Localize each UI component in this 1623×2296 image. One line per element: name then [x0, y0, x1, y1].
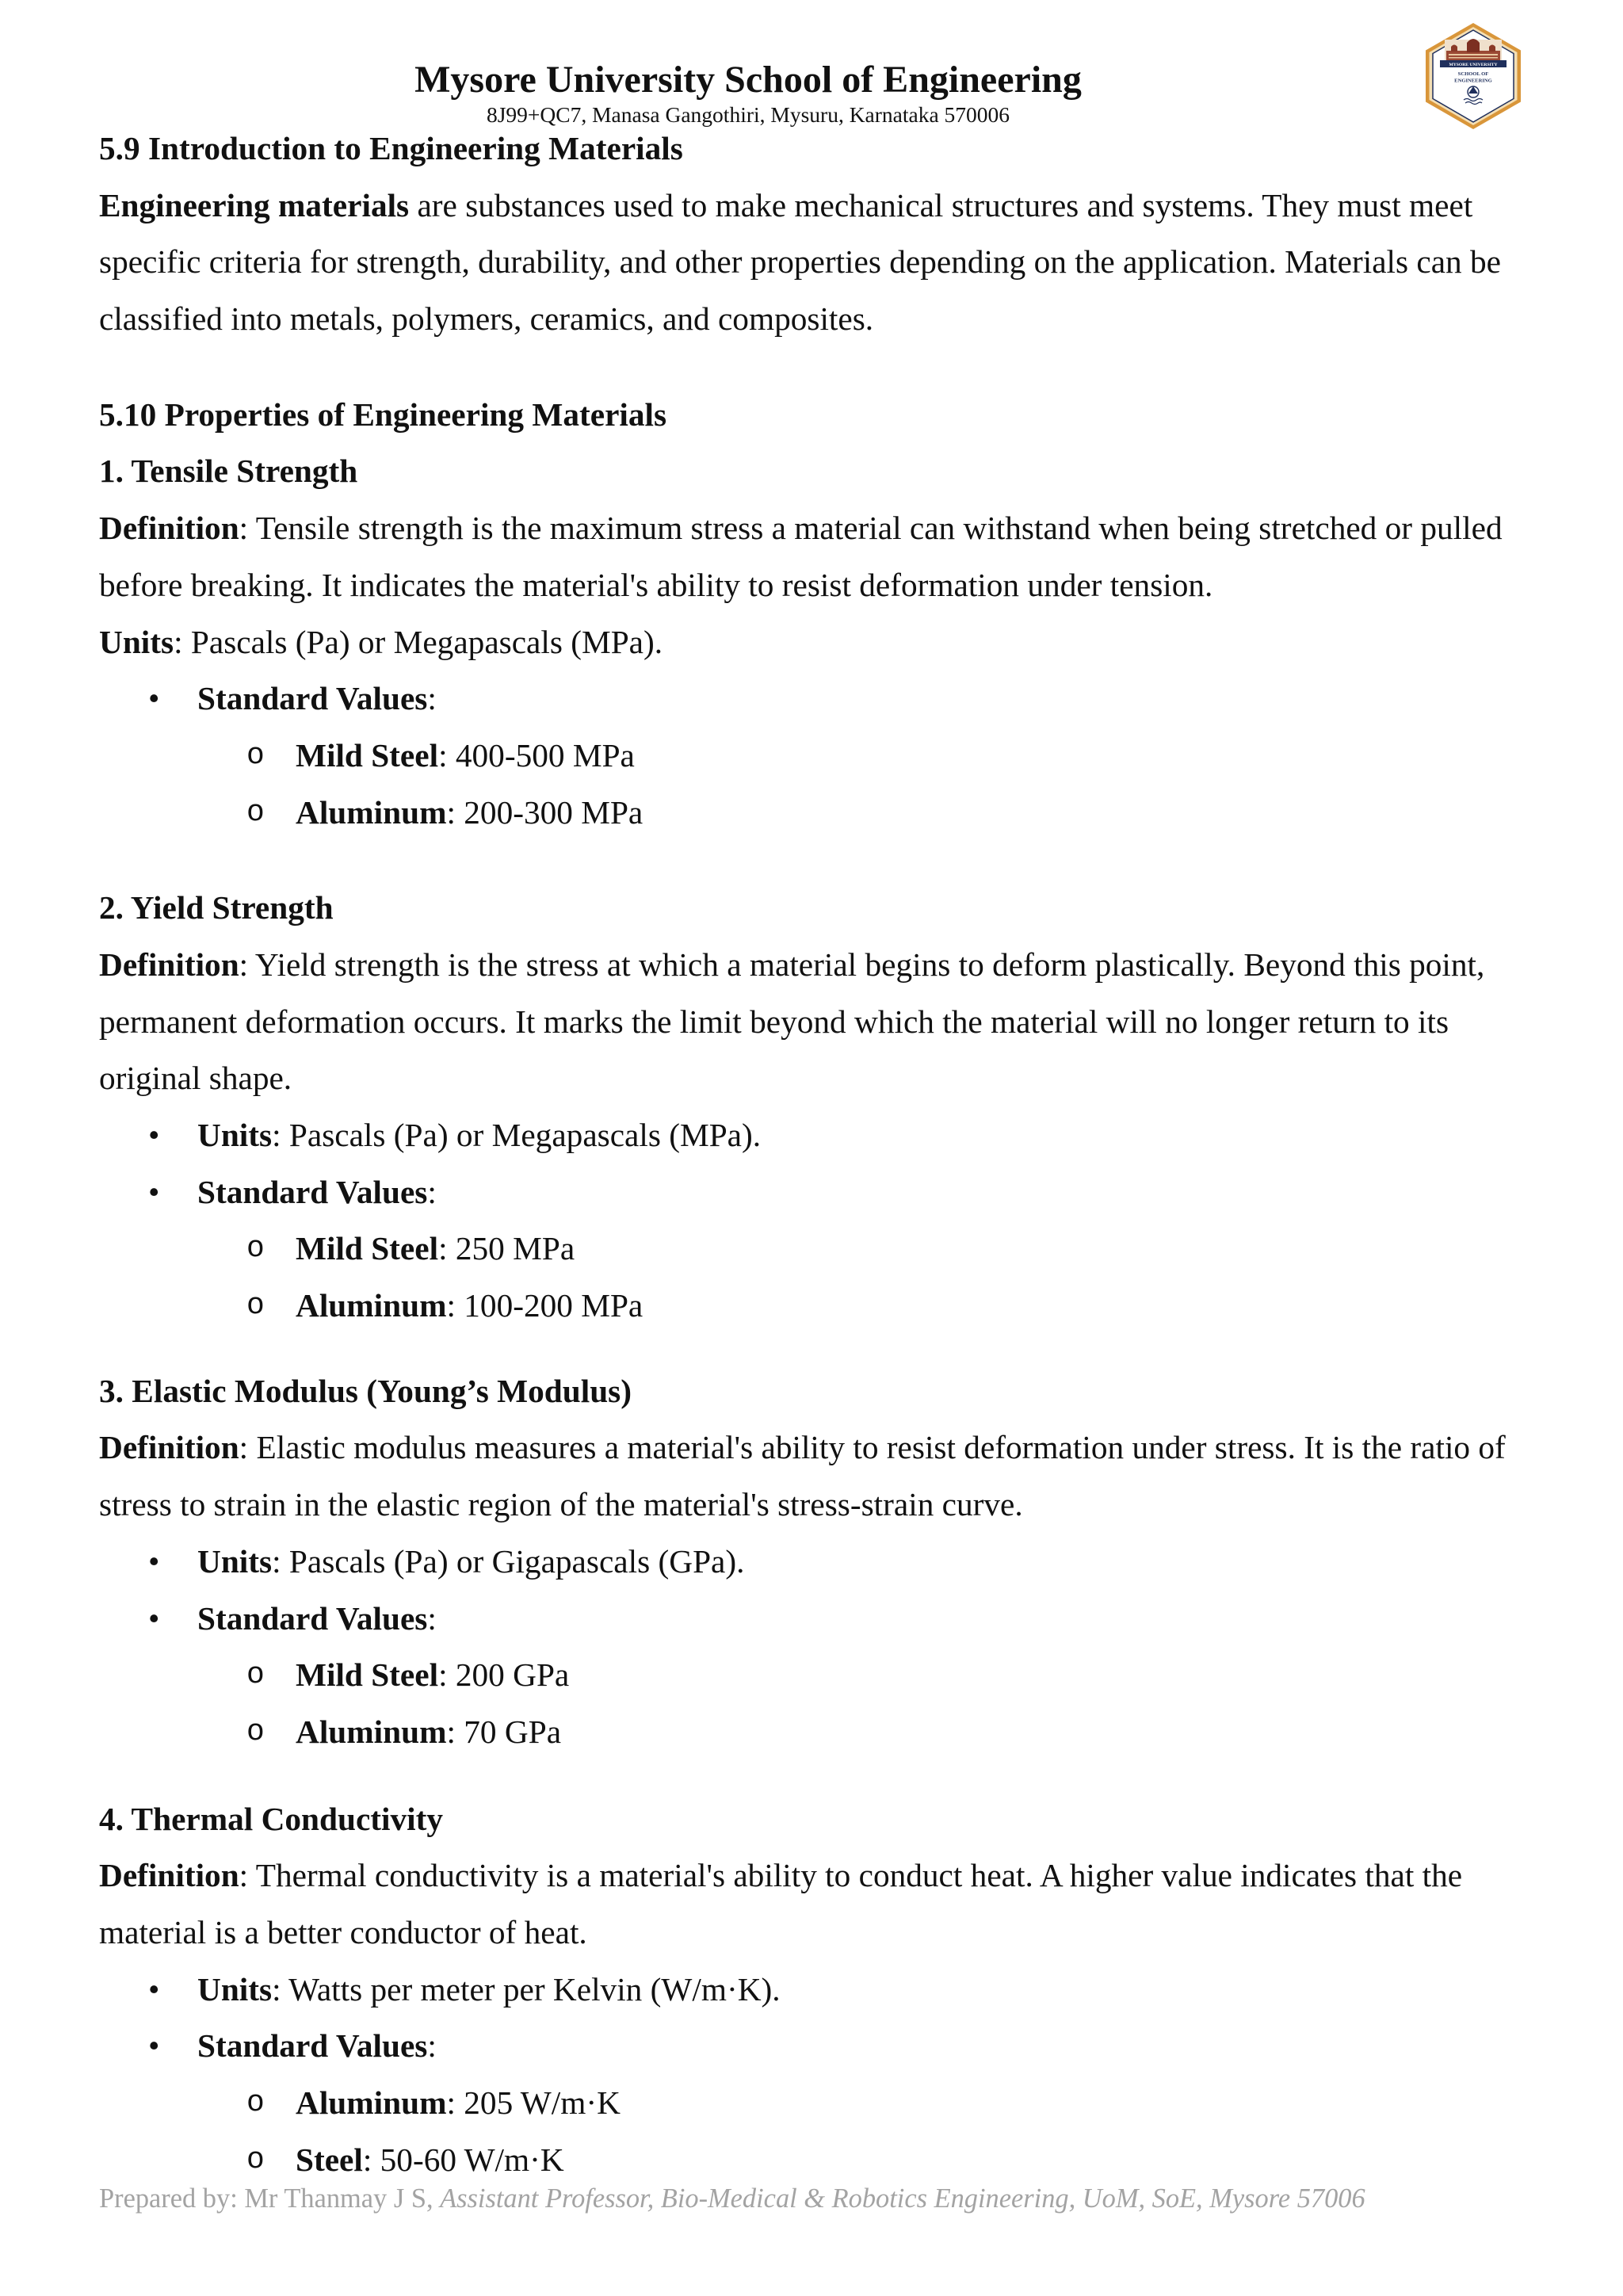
material-value: : 50-60 W/m·K — [362, 2141, 564, 2178]
material-name: Mild Steel — [296, 1656, 439, 1694]
sub-list-item — [99, 2075, 1533, 2132]
section-heading-5-10: 5.10 Properties of Engineering Materials — [99, 395, 667, 433]
property-title: 3. Elastic Modulus (Young’s Modulus) — [99, 1372, 632, 1409]
logo-text-line2: ENGINEERING — [1454, 78, 1492, 84]
list-item — [99, 1534, 1533, 1591]
sub-bullet-marker: o — [246, 1658, 265, 1693]
bullet-marker: • — [148, 680, 160, 717]
standard-values-suffix: : — [427, 680, 437, 717]
footer-designation: Assistant Professor, Bio-Medical & Robotics Engineering, UoM, SoE, Mysore 57006 — [440, 2183, 1365, 2214]
definition-term: Definition — [99, 510, 239, 547]
definition-line: material is a better conductor of heat. — [99, 1913, 587, 1950]
list-item — [99, 2018, 1533, 2075]
document-body — [99, 120, 1533, 2188]
definition-line — [99, 1419, 1533, 1477]
page-footer — [99, 2183, 1526, 2214]
material-name: Aluminum — [296, 1287, 447, 1324]
bullet-marker: • — [148, 1117, 160, 1153]
bold-term: Engineering materials — [99, 186, 410, 223]
definition-text: : Tensile strength is the maximum stress a material can withstand when being stretched or pulled — [239, 510, 1503, 547]
units-text: : Watts per meter per Kelvin (W/m·K). — [272, 1970, 781, 2008]
material-name: Steel — [296, 2141, 363, 2178]
material-name: Aluminum — [296, 2084, 447, 2121]
sub-list-item — [99, 1278, 1533, 1335]
definition-line: permanent deformation occurs. It marks the limit beyond which the material will no longer return to its — [99, 1003, 1449, 1040]
list-item — [99, 670, 1533, 728]
material-name: Mild Steel — [296, 1230, 439, 1267]
footer-prepared-by: Prepared by: Mr Thanmay J S, — [99, 2183, 441, 2214]
definition-line: stress to strain in the elastic region of the material's stress-strain curve. — [99, 1486, 1023, 1523]
material-value: : 200 GPa — [438, 1656, 570, 1694]
units-term: Units — [197, 1970, 273, 2008]
standard-values-suffix: : — [427, 1173, 437, 1210]
definition-line — [99, 500, 1533, 557]
units-term: Units — [197, 1542, 273, 1580]
standard-values-term: Standard Values — [197, 2027, 428, 2065]
logo-banner-text: MYSORE UNIVERSITY — [1449, 62, 1498, 67]
standard-values-term: Standard Values — [197, 680, 428, 717]
definition-line — [99, 937, 1533, 994]
logo-building — [1445, 39, 1502, 60]
sub-list-item — [99, 728, 1533, 785]
sub-bullet-marker: o — [246, 1289, 265, 1324]
paragraph-line — [99, 178, 1533, 235]
section-heading-5-9: 5.9 Introduction to Engineering Materials — [99, 130, 683, 166]
definition-text: : Elastic modulus measures a material's ability to resist deformation under stress. It is the ratio of — [239, 1429, 1506, 1466]
material-value: : 200-300 MPa — [446, 793, 643, 831]
bullet-marker: • — [148, 1173, 160, 1210]
standard-values-suffix: : — [427, 1599, 437, 1637]
standard-values-suffix: : — [427, 2027, 437, 2065]
material-name: Aluminum — [296, 1713, 447, 1750]
units-term: Units — [197, 1117, 273, 1153]
list-item — [99, 1591, 1533, 1648]
school-address: 8J99+QC7, Manasa Gangothiri, Mysuru, Karnataka 570006 — [486, 102, 1010, 127]
standard-values-term: Standard Values — [197, 1173, 428, 1210]
list-item — [99, 1107, 1533, 1164]
sub-list-item — [99, 1221, 1533, 1278]
definition-line — [99, 1847, 1533, 1904]
property-title: 4. Thermal Conductivity — [99, 1800, 444, 1837]
sub-list-item — [99, 785, 1533, 842]
definition-text: : Yield strength is the stress at which a material begins to deform plastically. Beyond this point, — [239, 946, 1485, 983]
bullet-marker: • — [148, 2027, 160, 2065]
bullet-marker: • — [148, 1970, 160, 2008]
units-term: Units — [99, 623, 174, 660]
definition-term: Definition — [99, 946, 239, 983]
definition-line: before breaking. It indicates the material's ability to resist deformation under tension. — [99, 566, 1213, 603]
property-title: 1. Tensile Strength — [99, 453, 358, 490]
material-value: : 250 MPa — [438, 1230, 575, 1267]
standard-values-term: Standard Values — [197, 1599, 428, 1637]
paragraph-line: specific criteria for strength, durability, and other properties depending on the application. Materials can be — [99, 243, 1502, 281]
definition-term: Definition — [99, 1429, 239, 1466]
sub-bullet-marker: o — [246, 738, 265, 773]
bullet-marker: • — [148, 1599, 160, 1637]
sub-list-item — [99, 2132, 1533, 2189]
sub-bullet-marker: o — [246, 2086, 265, 2120]
material-name: Mild Steel — [296, 736, 439, 774]
list-item — [99, 1962, 1533, 2019]
definition-text: : Thermal conductivity is a material's ability to conduct heat. A higher value indicates that the — [239, 1857, 1463, 1894]
units-text: : Pascals (Pa) or Megapascals (MPa). — [272, 1117, 762, 1153]
paragraph-text: are substances used to make mechanical structures and systems. They must meet — [409, 186, 1473, 223]
sub-bullet-marker: o — [246, 795, 265, 830]
sub-bullet-marker: o — [246, 1232, 265, 1266]
paragraph-line: classified into metals, polymers, ceramics, and composites. — [99, 300, 874, 338]
units-text: : Pascals (Pa) or Megapascals (MPa). — [174, 623, 663, 660]
university-logo — [1424, 22, 1522, 130]
material-name: Aluminum — [296, 793, 447, 831]
sub-bullet-marker: o — [246, 2142, 265, 2177]
material-value: : 100-200 MPa — [446, 1287, 643, 1324]
units-line — [99, 614, 1533, 671]
property-title: 2. Yield Strength — [99, 889, 334, 926]
bullet-marker: • — [148, 1542, 160, 1580]
definition-term: Definition — [99, 1857, 239, 1894]
sub-list-item — [99, 1647, 1533, 1704]
sub-bullet-marker: o — [246, 1714, 265, 1749]
definition-line: original shape. — [99, 1060, 292, 1097]
logo-text-line1: SCHOOL OF — [1457, 71, 1489, 77]
school-title: Mysore University School of Engineering — [414, 59, 1082, 101]
list-item — [99, 1164, 1533, 1221]
material-value: : 70 GPa — [446, 1713, 562, 1750]
sub-list-item — [99, 1704, 1533, 1761]
material-value: : 400-500 MPa — [438, 736, 635, 774]
material-value: : 205 W/m·K — [446, 2084, 621, 2121]
units-text: : Pascals (Pa) or Gigapascals (GPa). — [272, 1542, 745, 1580]
